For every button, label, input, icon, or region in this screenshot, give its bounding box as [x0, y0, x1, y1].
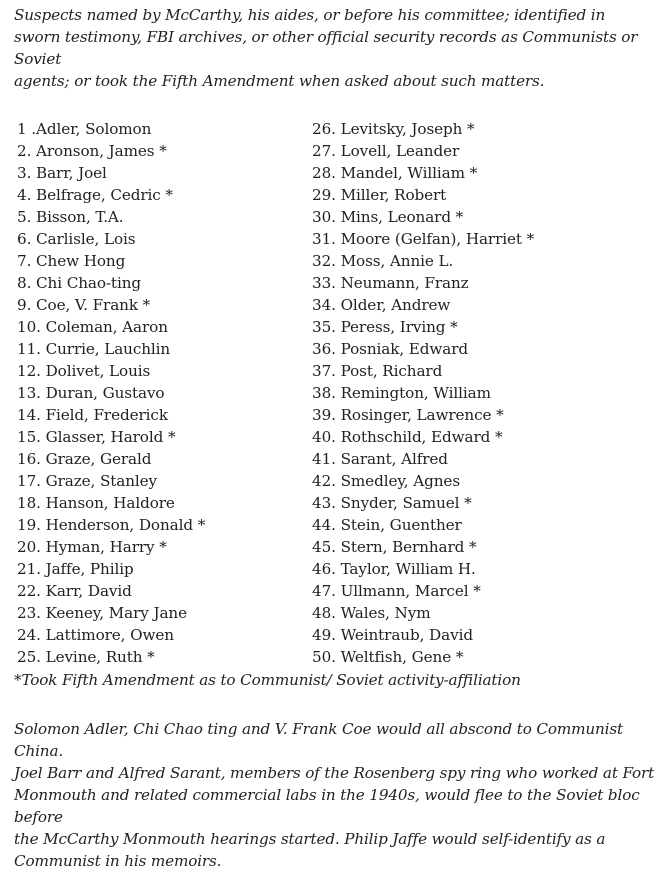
list-item: 47. Ullmann, Marcel * [312, 582, 481, 600]
list-item: 19. Henderson, Donald * [17, 516, 206, 534]
list-item: 30. Mins, Leonard * [312, 208, 464, 226]
list-item: 41. Sarant, Alfred [312, 450, 448, 468]
list-item: 20. Hyman, Harry * [17, 538, 167, 556]
list-item: 44. Stein, Guenther [312, 516, 462, 534]
list-item: 13. Duran, Gustavo [17, 384, 165, 402]
list-item: 22. Karr, David [17, 582, 132, 600]
list-item: 9. Coe, V. Frank * [17, 296, 151, 314]
list-item: 24. Lattimore, Owen [17, 626, 174, 644]
closing-paragraph: Solomon Adler, Chi Chao ting and V. Frank Coe would all abscond to Communist China. Joel Barr and Alfred Sarant, members of the Rosenberg spy ring who worked at Fort Monmouth and related commercial labs in the 1940s, would flee to the Soviet bloc before the McCarthy Monmouth hearings started. Philip Jaffe would self-identify as a Communist in his memoirs. [14, 720, 655, 870]
list-item: 49. Weintraub, David [312, 626, 473, 644]
suspects-list [14, 118, 660, 668]
list-item: 14. Field, Frederick [17, 406, 168, 424]
list-item: 50. Weltfish, Gene * [312, 648, 464, 666]
list-item: 39. Rosinger, Lawrence * [312, 406, 504, 424]
list-item: 2. Aronson, James * [17, 142, 167, 160]
list-item: 7. Chew Hong [17, 252, 126, 270]
list-item: 35. Peress, Irving * [312, 318, 458, 336]
list-item: 3. Barr, Joel [17, 164, 107, 182]
list-item: 40. Rothschild, Edward * [312, 428, 503, 446]
list-item: 6. Carlisle, Lois [17, 230, 136, 248]
list-item: 45. Stern, Bernhard * [312, 538, 477, 556]
list-item: 11. Currie, Lauchlin [17, 340, 171, 358]
list-item: 15. Glasser, Harold * [17, 428, 176, 446]
list-item: 38. Remington, William [312, 384, 491, 402]
list-item: 21. Jaffe, Philip [17, 560, 134, 578]
footnote: *Took Fifth Amendment as to Communist/ Soviet activity-affiliation [14, 671, 521, 689]
list-item: 37. Post, Richard [312, 362, 443, 380]
list-item: 18. Hanson, Haldore [17, 494, 175, 512]
list-item: 32. Moss, Annie L. [312, 252, 454, 270]
suspects-column-right [312, 118, 534, 668]
list-item: 43. Snyder, Samuel * [312, 494, 472, 512]
list-item: 48. Wales, Nym [312, 604, 431, 622]
list-item: 42. Smedley, Agnes [312, 472, 461, 490]
list-item: 33. Neumann, Franz [312, 274, 469, 292]
list-item: 36. Posniak, Edward [312, 340, 469, 358]
list-item: 26. Levitsky, Joseph * [312, 120, 475, 138]
suspects-column-left [17, 118, 205, 668]
list-item: 8. Chi Chao-ting [17, 274, 142, 292]
list-item: 12. Dolivet, Louis [17, 362, 151, 380]
intro-paragraph: Suspects named by McCarthy, his aides, or before his committee; identified in sworn testimony, FBI archives, or other official security records as Communists or Soviet agents; or took the Fifth Amendment when asked about such matters. [14, 6, 638, 90]
list-item: 16. Graze, Gerald [17, 450, 152, 468]
list-item: 10. Coleman, Aaron [17, 318, 168, 336]
list-item: 17. Graze, Stanley [17, 472, 158, 490]
list-item: 27. Lovell, Leander [312, 142, 460, 160]
list-item: 4. Belfrage, Cedric * [17, 186, 173, 204]
list-item: 34. Older, Andrew [312, 296, 451, 314]
list-item: 29. Miller, Robert [312, 186, 447, 204]
list-item: 1 .Adler, Solomon [17, 120, 152, 138]
list-item: 46. Taylor, William H. [312, 560, 476, 578]
list-item: 28. Mandel, William * [312, 164, 478, 182]
list-item: 31. Moore (Gelfan), Harriet * [312, 230, 535, 248]
list-item: 23. Keeney, Mary Jane [17, 604, 187, 622]
list-item: 5. Bisson, T.A. [17, 208, 124, 226]
document-page [14, 4, 660, 870]
list-item: 25. Levine, Ruth * [17, 648, 155, 666]
